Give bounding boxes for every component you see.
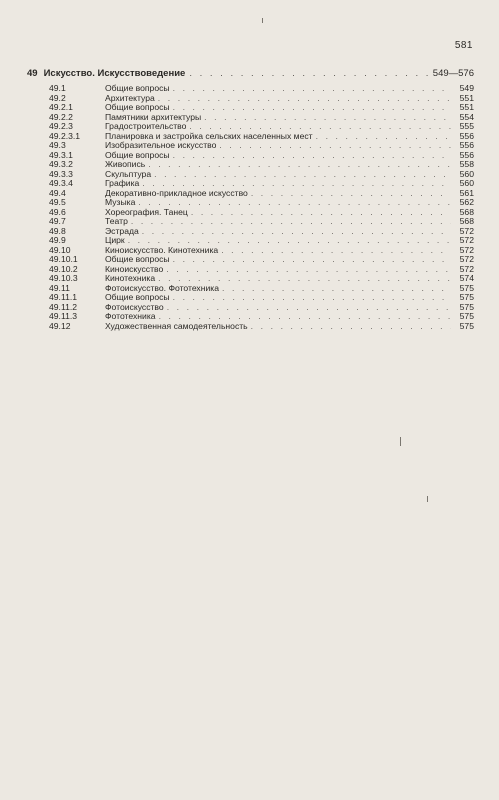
page-number: 581	[454, 40, 473, 51]
entry-page: 554	[459, 111, 474, 122]
dot-leader	[191, 208, 451, 218]
dot-leader	[158, 94, 451, 104]
entry-line	[105, 151, 474, 161]
dot-leader	[173, 293, 451, 303]
dot-leader	[189, 68, 428, 79]
entry-code: 49.2.2	[49, 111, 73, 122]
entry-code: 49.2.1	[49, 102, 73, 112]
entry-page: 575	[459, 320, 474, 331]
entry-title: Музыка	[105, 197, 136, 207]
entry-page: 549	[459, 83, 474, 93]
entry-code: 49.3.1	[49, 149, 73, 160]
entry-page: 562	[459, 197, 474, 207]
dot-leader	[173, 255, 451, 265]
scan-speck	[427, 496, 428, 502]
entry-line	[105, 208, 474, 218]
entry-page: 572	[459, 244, 474, 255]
section-number: 49	[27, 68, 38, 79]
entry-line	[105, 84, 474, 94]
entry-title: Фототехника	[105, 311, 156, 321]
entry-title: Архитектура	[105, 92, 155, 103]
entry-line	[105, 303, 474, 313]
dot-leader	[173, 84, 451, 94]
entry-page: 558	[459, 159, 474, 169]
entry-title: Изобразительное искусство	[105, 140, 217, 150]
entry-page: 551	[459, 92, 474, 103]
entry-page: 556	[459, 130, 474, 141]
entry-title: Планировка и застройка сельских населенных мест	[105, 130, 313, 141]
dot-leader	[142, 227, 451, 237]
dot-leader	[251, 322, 451, 332]
entry-title: Фотоискусство	[105, 301, 164, 312]
entry-page: 561	[459, 187, 474, 198]
entry-line	[105, 227, 474, 237]
entry-code: 49.2.3.1	[49, 130, 81, 141]
entry-title: Цирк	[105, 235, 125, 245]
entry-code: 49.12	[49, 320, 71, 331]
entry-page: 575	[459, 282, 474, 293]
table-of-contents	[49, 84, 474, 331]
entry-code: 49.11.1	[49, 292, 78, 302]
entry-page: 568	[459, 216, 474, 226]
entry-page: 572	[459, 235, 474, 245]
entry-code: 49.3.3	[49, 168, 73, 179]
entry-code: 49.1	[49, 83, 66, 93]
dot-leader	[316, 132, 451, 142]
entry-code: 49.5	[49, 197, 66, 207]
dot-leader	[221, 246, 451, 256]
entry-code: 49.7	[49, 216, 66, 226]
entry-code: 49.11.2	[49, 301, 78, 312]
entry-title: Памятники архитектуры	[105, 111, 202, 122]
dot-leader	[166, 265, 451, 275]
entry-code: 49.3.2	[49, 159, 73, 169]
entry-title: Общие вопросы	[105, 83, 170, 93]
entry-page: 572	[459, 263, 474, 274]
entry-line	[105, 170, 474, 180]
dot-leader	[173, 103, 451, 113]
entry-title: Эстрада	[105, 225, 139, 236]
section-header	[27, 68, 474, 81]
section-title: Искусство. Искусствоведение	[43, 68, 186, 79]
entry-page: 574	[459, 273, 474, 283]
entry-code: 49.2.3	[49, 121, 73, 131]
entry-title: Фотоискусство. Фототехника	[105, 282, 220, 293]
entry-title: Графика	[105, 178, 140, 188]
entry-title: Общие вопросы	[105, 292, 170, 302]
entry-title: Киноискусство. Кинотехника	[105, 244, 219, 255]
entry-code: 49.10	[49, 244, 71, 255]
entry-code: 49.6	[49, 206, 66, 217]
entry-title: Художественная самодеятельность	[105, 320, 248, 331]
entry-code: 49.2	[49, 92, 66, 103]
dot-leader	[251, 189, 451, 199]
entry-page: 575	[459, 292, 474, 302]
entry-page: 572	[459, 225, 474, 236]
entry-page: 556	[459, 140, 474, 150]
entry-title: Кинотехника	[105, 273, 156, 283]
entry-page: 575	[459, 311, 474, 321]
entry-code: 49.10.2	[49, 263, 78, 274]
scan-speck	[400, 437, 401, 446]
entry-line	[105, 217, 474, 227]
entry-page: 572	[459, 254, 474, 264]
dot-leader	[173, 151, 451, 161]
entry-code: 49.10.3	[49, 273, 78, 283]
entry-title: Градостроительство	[105, 121, 187, 131]
entry-line	[105, 160, 474, 170]
dot-leader	[131, 217, 451, 227]
entry-title: Скульптура	[105, 168, 152, 179]
entry-page: 568	[459, 206, 474, 217]
entry-page: 560	[459, 178, 474, 188]
scan-speck	[262, 18, 263, 23]
dot-leader	[154, 170, 451, 180]
entry-code: 49.11	[49, 282, 70, 293]
toc-entry	[49, 322, 474, 332]
entry-title: Театр	[105, 216, 128, 226]
entry-code: 49.10.1	[49, 254, 78, 264]
entry-title: Общие вопросы	[105, 254, 170, 264]
entry-code: 49.4	[49, 187, 66, 198]
entry-line	[105, 189, 474, 199]
entry-code: 49.3	[49, 140, 66, 150]
entry-page: 555	[459, 121, 474, 131]
dot-leader	[148, 160, 451, 170]
entry-title: Хореография. Танец	[105, 206, 188, 217]
entry-title: Общие вопросы	[105, 102, 170, 112]
entry-title: Киноискусство	[105, 263, 164, 274]
entry-title: Живопись	[105, 159, 146, 169]
dot-leader	[222, 284, 451, 294]
entry-page: 575	[459, 301, 474, 312]
entry-line	[105, 322, 474, 332]
entry-code: 49.9	[49, 235, 66, 245]
entry-title: Декоративно-прикладное искусство	[105, 187, 248, 198]
entry-page: 560	[459, 168, 474, 179]
entry-code: 49.11.3	[49, 311, 78, 321]
entry-line	[105, 265, 474, 275]
entry-title: Общие вопросы	[105, 149, 170, 160]
section-page-range: 549—576	[432, 68, 474, 79]
dot-leader	[204, 113, 451, 123]
dot-leader	[167, 303, 451, 313]
dot-leader	[219, 141, 451, 151]
entry-page: 556	[459, 149, 474, 160]
entry-page: 551	[459, 102, 474, 112]
entry-code: 49.3.4	[49, 178, 73, 188]
entry-code: 49.8	[49, 225, 66, 236]
